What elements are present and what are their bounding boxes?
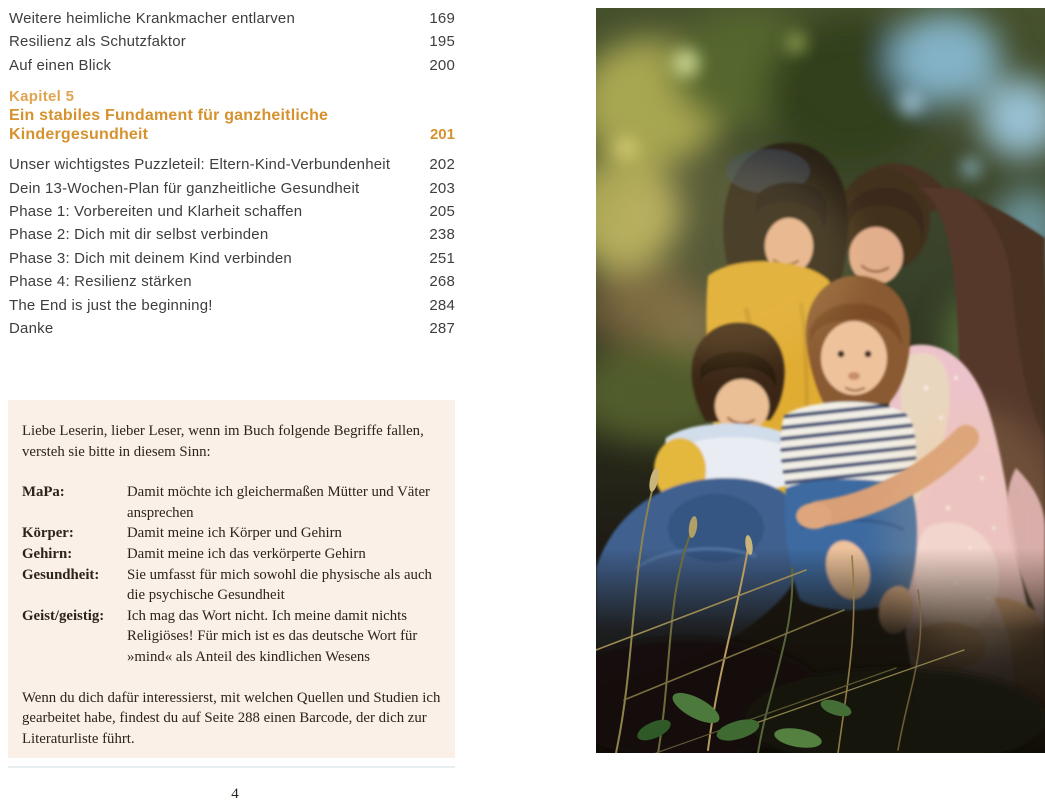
glossary-term-row <box>22 523 441 544</box>
glossary-term-row <box>22 544 441 565</box>
glossary-definition: Sie umfasst für mich sowohl die physische als auch die psychische Gesundheit <box>127 566 432 604</box>
table-of-contents <box>9 7 455 340</box>
glossary-definition: Damit meine ich das verkörperte Gehirn <box>127 545 366 562</box>
toc-entry <box>9 7 455 30</box>
toc-entry <box>9 270 455 293</box>
toc-page-number: 169 <box>429 10 455 27</box>
toc-entry-label: Phase 4: Resilienz stärken <box>9 273 192 291</box>
toc-page-number: 195 <box>429 33 455 51</box>
toc-page-number: 268 <box>429 273 455 291</box>
glossary-term: MaPa: <box>22 484 65 501</box>
family-photo <box>596 8 1045 753</box>
glossary-outro: Wenn du dich dafür interessierst, mit welchen Quellen und Studien ich gearbeitet habe, findest du auf Seite 288 einen Barcode, der dich zur Literaturliste führt. <box>22 689 441 747</box>
toc-entry-label: Resilienz als Schutzfaktor <box>9 33 186 51</box>
chapter-page-number: 201 <box>429 126 455 144</box>
glossary-term: Gehirn: <box>22 545 73 562</box>
toc-entry <box>9 30 455 53</box>
toc-entry-label: The End is just the beginning! <box>9 296 213 314</box>
family-photo-art <box>596 8 1045 753</box>
toc-entry-label: Dein 13-Wochen-Plan für ganzheitliche Gesundheit <box>9 179 360 197</box>
chapter-kicker: Kapitel 5 <box>9 88 75 106</box>
toc-entry <box>9 294 455 317</box>
toc-page-number: 205 <box>429 203 455 221</box>
toc-page-number: 251 <box>429 249 455 267</box>
glossary-term-row <box>22 482 441 523</box>
toc-entry-label: Phase 2: Dich mit dir selbst verbinden <box>9 226 269 244</box>
divider-line <box>8 766 455 768</box>
toc-entry-label: Phase 3: Dich mit deinem Kind verbinden <box>9 249 292 267</box>
toc-page-number: 203 <box>429 179 455 197</box>
glossary-term: Geist/geistig: <box>22 607 105 624</box>
toc-entry <box>9 177 455 200</box>
glossary-term-list <box>22 482 441 667</box>
toc-entry <box>9 223 455 246</box>
toc-page-number: 202 <box>429 156 455 174</box>
toc-entry-label: Danke <box>9 320 54 338</box>
chapter-heading <box>9 87 455 144</box>
glossary-intro: Liebe Leserin, lieber Leser, wenn im Buch folgende Begriffe fallen, versteh sie bitte in diesem Sinn: <box>22 423 424 460</box>
glossary-term: Körper: <box>22 525 74 542</box>
toc-section <box>9 153 455 340</box>
page-number: 4 <box>231 786 239 802</box>
glossary-term: Gesundheit: <box>22 566 100 583</box>
toc-page-number: 287 <box>429 320 455 338</box>
toc-page-number: 200 <box>429 56 455 74</box>
glossary-definition: Damit möchte ich gleichermaßen Mütter und Väter ansprechen <box>127 484 430 521</box>
toc-entry-label: Unser wichtigstes Puzzleteil: Eltern-Kind-Verbundenheit <box>9 156 391 174</box>
toc-page-number: 284 <box>429 296 455 314</box>
toc-entry <box>9 247 455 270</box>
toc-entry <box>9 153 455 176</box>
toc-entry-label: Phase 1: Vorbereiten und Klarheit schaffen <box>9 203 303 221</box>
toc-entry-label: Auf einen Blick <box>9 56 112 74</box>
glossary-term-row <box>22 606 441 668</box>
glossary-box <box>8 400 455 758</box>
toc-entry <box>9 54 455 77</box>
toc-entry-label: Weitere heimliche Krankmacher entlarven <box>9 10 295 27</box>
glossary-definition: Ich mag das Wort nicht. Ich meine damit nichts Religiöses! Für mich ist es das deutsche Wort für »mind« als Anteil des kindlichen Wesens <box>127 607 418 665</box>
toc-entry <box>9 317 455 340</box>
chapter-title: Ein stabiles Fundament für ganzheitliche Kindergesundheit <box>9 107 329 144</box>
toc-page-number: 238 <box>429 226 455 244</box>
glossary-term-row <box>22 565 441 606</box>
toc-entry <box>9 200 455 223</box>
glossary-definition: Damit meine ich Körper und Gehirn <box>127 525 342 542</box>
